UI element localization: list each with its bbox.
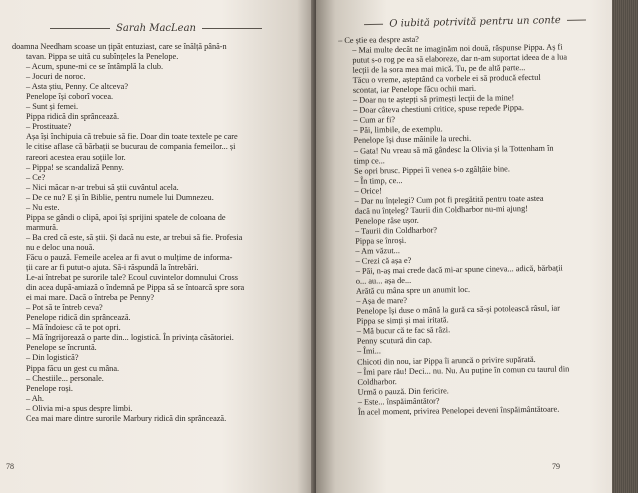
text-line: Penelope își duse mâinile la urechi. xyxy=(353,134,472,146)
text-line: – Păi, limbile, de exemplu. xyxy=(353,124,443,136)
page-edges xyxy=(612,0,638,493)
text-line: Pippa se simți și mai iritată. xyxy=(356,315,449,327)
text-line: – Pot să te întreb ceva? xyxy=(26,303,103,313)
text-line: Penelope roși. xyxy=(26,383,74,393)
text-line: o... au... așa de... xyxy=(355,276,412,286)
text-line: – Mă bucur că te fac să râzi. xyxy=(356,325,451,337)
right-header-text: O iubită potrivită pentru un conte xyxy=(389,14,561,30)
left-header-text: Sarah MacLean xyxy=(116,22,196,34)
text-line: – De ce nu? E și în Biblie, pentru numele lui Dumnezeu. xyxy=(26,192,214,202)
right-page-text xyxy=(338,32,598,418)
text-line: – Taurii din Coldharbor? xyxy=(354,225,438,236)
text-line: timp ce... xyxy=(353,155,385,166)
header-rule xyxy=(202,28,262,29)
text-line: putut s-o rog pe ea să elaboreze, dar n-am suportat ideea de a lua xyxy=(352,52,568,65)
text-line: – Sunt și femei. xyxy=(26,102,79,112)
left-running-header xyxy=(12,20,300,36)
text-line: doamna Needham scoase un țipăt entuziast, care se înălță până-n xyxy=(12,42,227,51)
text-line: rareori acestea erau soțiile lor. xyxy=(26,152,126,162)
text-line: nu e deloc una nouă. xyxy=(26,242,95,252)
right-page-number: 79 xyxy=(552,462,560,471)
text-line: lecții de la sora mea mai mică. Tu, pe de altă parte... xyxy=(352,63,526,75)
text-line: – Olivia mi-a spus despre limbi. xyxy=(26,403,133,413)
text-line: – Nici măcar n-ar trebui să știi cuvântul acela. xyxy=(26,182,179,192)
text-line: – În timp, ce... xyxy=(354,175,403,186)
text-line: Se opri brusc. Pippei îi venea s-o zgâlțâie bine. xyxy=(354,163,510,176)
text-line: Penelope își duse o mână la gură ca să-și potolească râsul, iar xyxy=(356,303,561,317)
text-line: Penelope se încruntă. xyxy=(26,343,97,353)
text-line: – Păi, n-aș mai crede dacă mi-ar spune cineva... adică, bărbații xyxy=(355,263,563,276)
text-line: din acea după-amiază o îndemnă pe Pippa să se întoarcă spre sora xyxy=(26,283,245,293)
text-line: – Cum ar fi? xyxy=(353,115,396,126)
text-line: – Gata! Nu vreau să mă gândesc la Olivia și la Tottenham în xyxy=(353,143,554,156)
text-line: Arătă cu mâna spre un anumit loc. xyxy=(355,285,471,296)
text-line: – Mă îndoiesc că te pot opri. xyxy=(26,323,121,333)
left-page-number: 78 xyxy=(6,462,14,471)
text-line: Penelope își coborî vocea. xyxy=(26,92,114,102)
left-page-text xyxy=(12,42,300,424)
text-line: marmură. xyxy=(26,222,59,232)
text-line: scontat, iar Penelope făcu ochii mari. xyxy=(352,84,477,96)
text-line: – Dar nu înțelegi? Cum pot fi pregătită pentru toate astea xyxy=(354,193,544,206)
text-line: ei mai mare. Dacă o întreba pe Penny? xyxy=(26,293,155,303)
text-line: – Mai multe decât ne imaginăm noi două, răspunse Pippa. Aș fi xyxy=(352,42,563,55)
text-line: – Așa de mare? xyxy=(356,296,408,306)
text-line: Cea mai mare dintre surorile Marbury ridică din sprâncează. xyxy=(26,413,227,423)
text-line: – Jocuri de noroc. xyxy=(26,72,86,82)
text-line: În acel moment, privirea Penelopei deveni înspăimântătoare. xyxy=(357,404,560,417)
text-line: – Orice! xyxy=(354,186,382,196)
text-line: Pippa făcu un gest cu mâna. xyxy=(26,363,120,373)
text-line: – Îmi... xyxy=(356,346,381,357)
text-line: – Ce? xyxy=(26,172,46,182)
text-line: Așa își închipuia că trebuie să fie. Doar din toate textele pe care xyxy=(26,132,238,142)
text-line: – Am văzut... xyxy=(355,246,400,256)
text-line: – Asta știu, Penny. Ce altceva? xyxy=(26,82,128,92)
text-line: Le-ai întrebat pe surorile tale? Ecoul cuvintelor domnului Cross xyxy=(26,273,238,283)
text-line: – Pippa! se scandaliză Penny. xyxy=(26,162,124,172)
header-rule xyxy=(567,19,586,20)
text-line: Penelope râse ușor. xyxy=(354,215,419,226)
text-line: Pippa se înroși. xyxy=(355,235,407,246)
left-page xyxy=(0,0,316,493)
text-line: Coldharbor. xyxy=(357,376,397,387)
text-line: Pippa se gândi o clipă, apoi își sprijini spatele de coloana de xyxy=(26,212,226,222)
text-line: tavan. Pippa se uită cu subînțeles la Penelope. xyxy=(26,52,179,62)
text-line: – Prostituate? xyxy=(26,122,72,132)
text-line: – Ce știe ea despre asta? xyxy=(338,34,419,45)
text-line: – Chestiile... personale. xyxy=(26,373,104,383)
text-line: Urmă o pauză. Din fericire. xyxy=(357,385,449,397)
text-line: Pippa ridică din sprâncează. xyxy=(26,112,120,122)
header-rule xyxy=(50,28,110,29)
text-line: – Nu este. xyxy=(26,202,60,212)
right-running-header xyxy=(338,11,592,32)
text-line: – Ah. xyxy=(26,393,44,403)
text-line: ții care ar fi putut-o ajuta. Să-i răspundă la întrebări. xyxy=(26,263,199,273)
text-line: le citise aflase că bărbații se bucurau de compania femeilor... și xyxy=(26,142,236,152)
text-line: – Este... înspăimântător? xyxy=(357,396,440,407)
text-line: Penny scutură din cap. xyxy=(356,335,432,347)
text-line: – Din logistică? xyxy=(26,353,79,363)
text-line: Tăcu o vreme, așteptând ca vorbele ei să producă efectul xyxy=(352,73,541,85)
text-line: – Mă îngrijorează o parte din... logistică. În privința căsătoriei. xyxy=(26,333,234,343)
header-rule xyxy=(364,23,383,24)
text-line: – Doar nu te aștepți să primești lecții de la mine! xyxy=(352,93,515,106)
text-line: – Doar câteva chestiuni critice, spuse repede Pippa. xyxy=(353,103,524,116)
text-line: dacă nu înțeleg? Taurii din Coldharbor nu-mi ajung! xyxy=(354,203,529,216)
text-line: Chicoti din nou, iar Pippa îi aruncă o privire supărată. xyxy=(357,354,536,367)
text-line: – Acum, spune-mi ce se întâmplă la club. xyxy=(26,62,164,72)
text-line: Penelope ridică din sprâncează. xyxy=(26,313,131,323)
text-line: – Îmi pare rău! Deci... nu. Nu. Au puține în comun cu taurul din xyxy=(357,363,570,377)
text-line: Făcu o pauză. Femeile acelea ar fi avut o mulțime de informa- xyxy=(26,252,233,262)
right-page xyxy=(316,0,638,493)
text-line: – Ba cred că este, să știi. Și dacă nu este, ar trebui să fie. Profesia xyxy=(26,232,243,242)
text-line: – Crezi că așa e? xyxy=(355,255,412,266)
